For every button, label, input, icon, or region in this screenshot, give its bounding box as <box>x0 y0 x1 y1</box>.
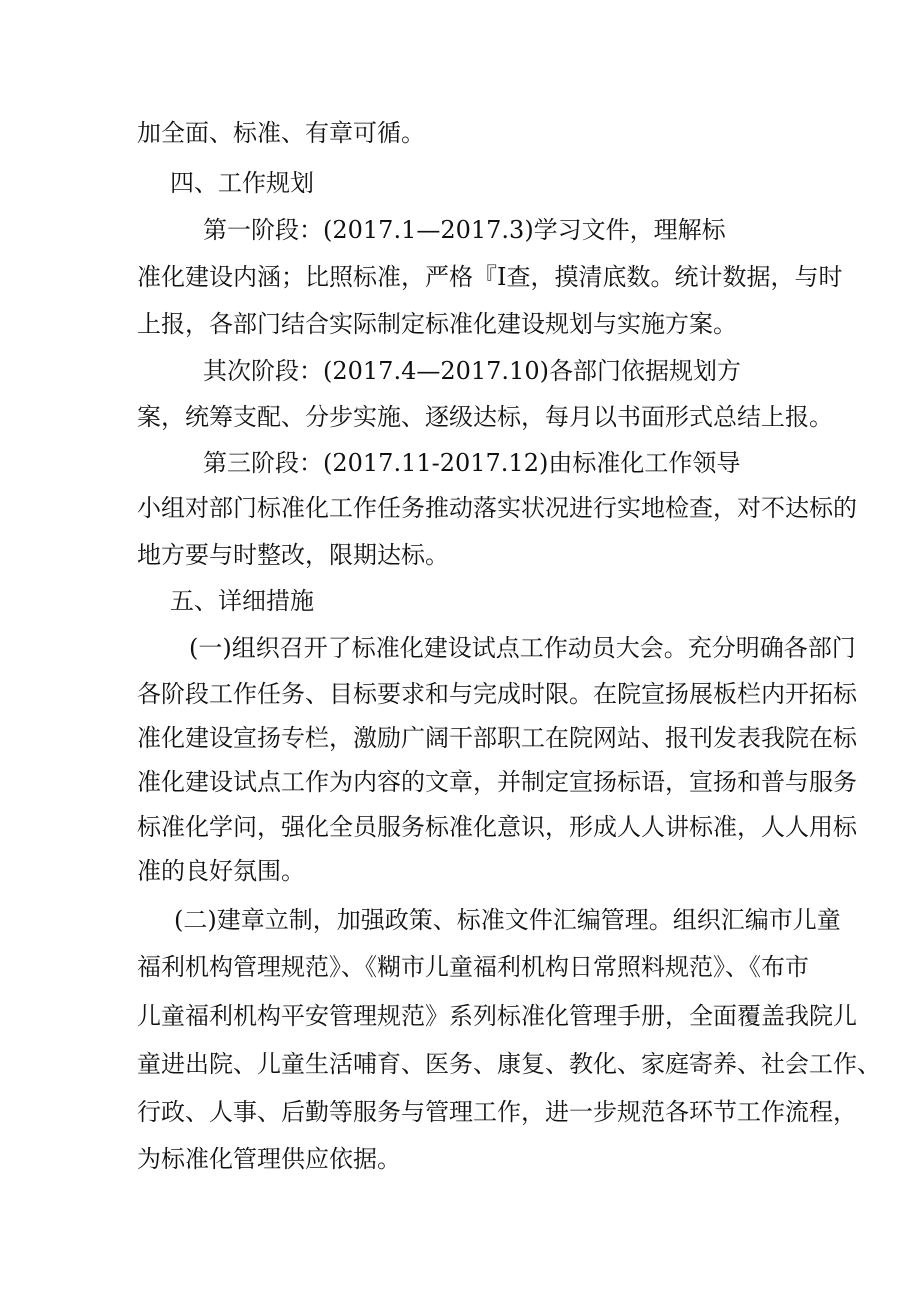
text-line-20: 儿童福利机构平安管理规范》系列标准化管理手册，全面覆盖我院儿 <box>137 1002 857 1030</box>
text-line-13: 各阶段工作任务、目标要求和与完成时限。在院宣扬展板栏内开拓标 <box>137 680 857 708</box>
text-line-21: 童进出院、儿童生活哺育、医务、康复、教化、家庭寄养、社会工作、 <box>137 1050 881 1078</box>
text-line-7: 案，统筹支配、分步实施、逐级达标，每月以书面形式总结上报。 <box>137 403 833 431</box>
text-line-18: (二)建章立制，加强政策、标准文件汇编管理。组织汇编市儿童 <box>174 906 841 934</box>
text-line-1: 加全面、标准、有章可循。 <box>137 119 425 147</box>
text-line-15: 准化建设试点工作为内容的文章，并制定宣扬标语，宣扬和普与服务 <box>137 768 857 796</box>
text-line-6: 其次阶段：(2017.4—2017.10)各部门依据规划方 <box>203 357 741 385</box>
text-line-10: 地方要与时整改，限期达标。 <box>137 541 449 569</box>
text-line-17: 准的良好氛围。 <box>137 857 305 885</box>
text-line-3: 第一阶段：(2017.1—2017.3)学习文件，理解标 <box>203 216 726 244</box>
text-line-23: 为标准化管理供应依据。 <box>137 1145 401 1173</box>
text-line-5: 上报，各部门结合实际制定标准化建设规划与实施方案。 <box>137 310 737 338</box>
text-line-12: (一)组织召开了标准化建设试点工作动员大会。充分明确各部门 <box>189 634 856 662</box>
text-line-9: 小组对部门标准化工作任务推动落实状况进行实地检查，对不达标的 <box>137 494 857 522</box>
text-line-14: 准化建设宣扬专栏，激励广阔干部职工在院网站、报刊发表我院在标 <box>137 724 857 752</box>
section-heading-measures: 五、详细措施 <box>170 587 314 615</box>
text-line-19: 福利机构管理规范》、《糊市儿童福利机构日常照料规范》、《布市 <box>137 953 809 981</box>
section-heading-work-plan: 四、工作规划 <box>170 169 314 197</box>
text-line-16: 标准化学问，强化全员服务标准化意识，形成人人讲标准，人人用标 <box>137 813 857 841</box>
text-line-4: 准化建设内涵；比照标准，严格『I查，摸清底数。统计数据，与时 <box>137 263 843 291</box>
text-line-22: 行政、人事、后勤等服务与管理工作，进一步规范各环节工作流程， <box>137 1098 857 1126</box>
text-line-8: 第三阶段：(2017.11-2017.12)由标准化工作领导 <box>203 449 741 477</box>
